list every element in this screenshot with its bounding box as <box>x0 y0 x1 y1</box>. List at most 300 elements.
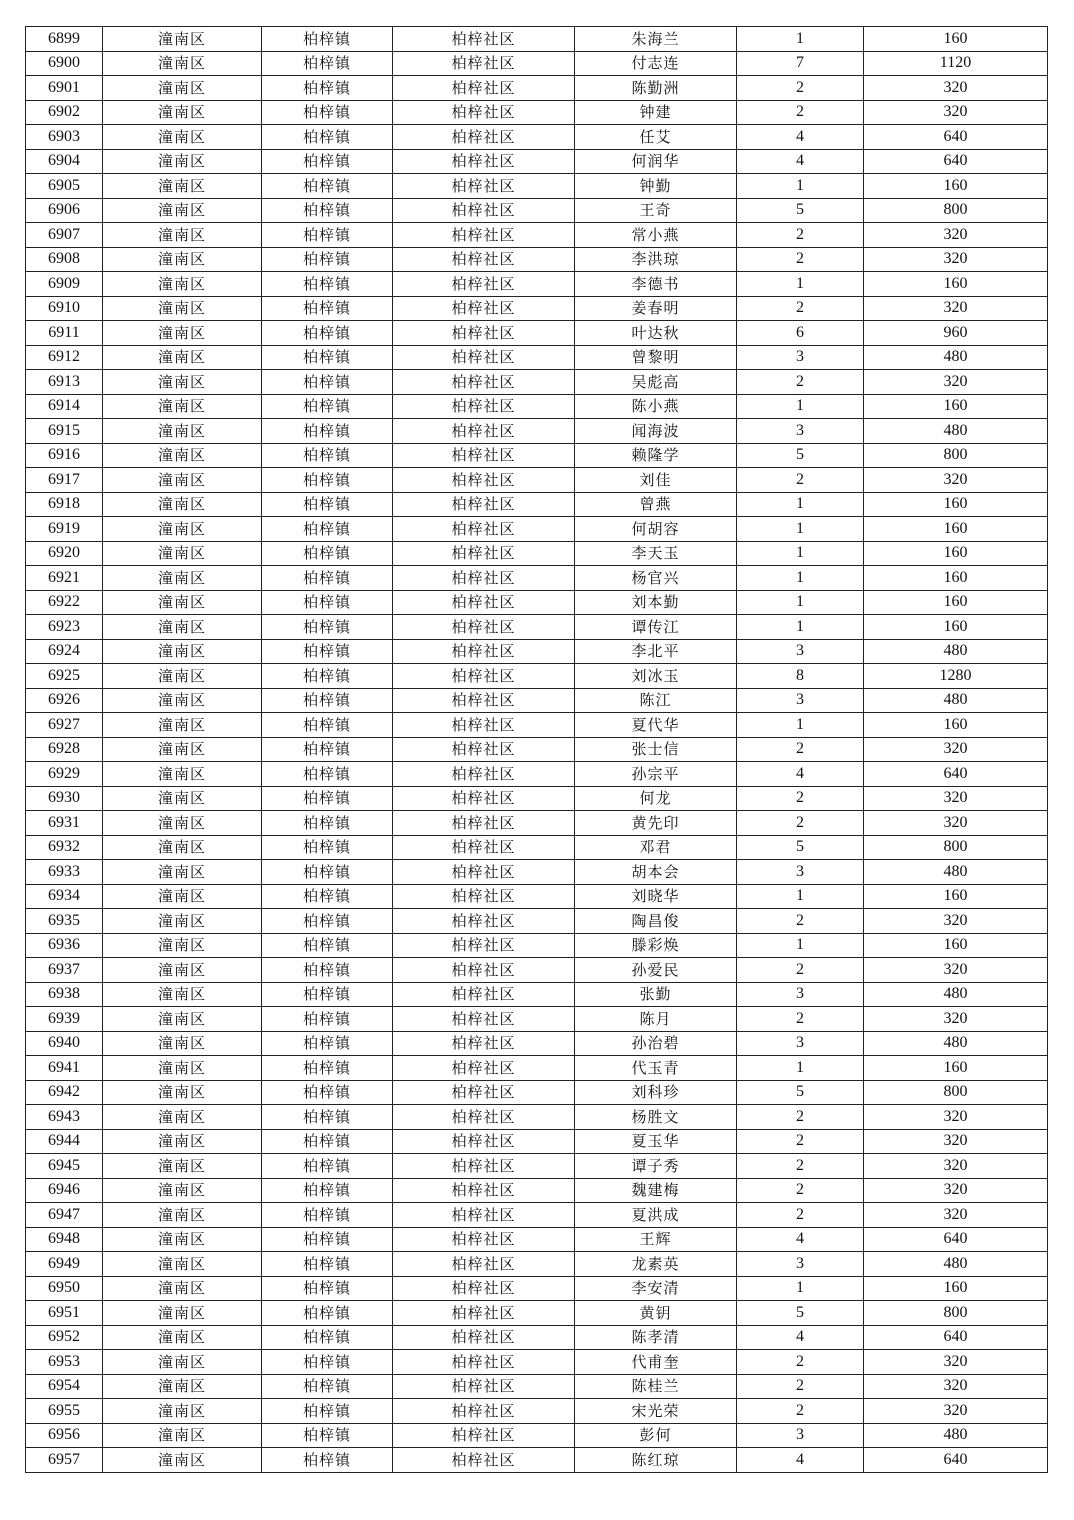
household-size-cell: 2 <box>737 1129 864 1154</box>
amount-cell: 160 <box>864 933 1048 958</box>
name-cell: 彭何 <box>575 1423 737 1448</box>
town-cell: 柏梓镇 <box>262 958 393 983</box>
amount-cell: 640 <box>864 1325 1048 1350</box>
community-cell: 柏梓社区 <box>393 860 575 885</box>
serial-number-cell: 6931 <box>26 811 103 836</box>
serial-number-cell: 6939 <box>26 1007 103 1032</box>
household-size-cell: 2 <box>737 1350 864 1375</box>
name-cell: 吴彪高 <box>575 370 737 395</box>
name-cell: 姜春明 <box>575 296 737 321</box>
town-cell: 柏梓镇 <box>262 51 393 76</box>
name-cell: 黄先印 <box>575 811 737 836</box>
table-row <box>26 1423 1048 1448</box>
table-row <box>26 1325 1048 1350</box>
household-size-cell: 2 <box>737 909 864 934</box>
serial-number-cell: 6955 <box>26 1399 103 1424</box>
amount-cell: 480 <box>864 982 1048 1007</box>
amount-cell: 320 <box>864 1374 1048 1399</box>
district-cell: 潼南区 <box>103 1227 262 1252</box>
district-cell: 潼南区 <box>103 100 262 125</box>
community-cell: 柏梓社区 <box>393 174 575 199</box>
household-size-cell: 3 <box>737 1031 864 1056</box>
serial-number-cell: 6947 <box>26 1203 103 1228</box>
name-cell: 杨官兴 <box>575 566 737 591</box>
amount-cell: 320 <box>864 1154 1048 1179</box>
community-cell: 柏梓社区 <box>393 1056 575 1081</box>
town-cell: 柏梓镇 <box>262 884 393 909</box>
district-cell: 潼南区 <box>103 1178 262 1203</box>
serial-number-cell: 6927 <box>26 713 103 738</box>
household-size-cell: 5 <box>737 443 864 468</box>
town-cell: 柏梓镇 <box>262 982 393 1007</box>
amount-cell: 1280 <box>864 664 1048 689</box>
district-cell: 潼南区 <box>103 223 262 248</box>
district-cell: 潼南区 <box>103 860 262 885</box>
district-cell: 潼南区 <box>103 1129 262 1154</box>
town-cell: 柏梓镇 <box>262 811 393 836</box>
name-cell: 王辉 <box>575 1227 737 1252</box>
table-row <box>26 786 1048 811</box>
town-cell: 柏梓镇 <box>262 1350 393 1375</box>
household-size-cell: 1 <box>737 174 864 199</box>
table-row <box>26 345 1048 370</box>
town-cell: 柏梓镇 <box>262 590 393 615</box>
serial-number-cell: 6946 <box>26 1178 103 1203</box>
table-row <box>26 394 1048 419</box>
household-size-cell: 1 <box>737 27 864 52</box>
name-cell: 何润华 <box>575 149 737 174</box>
community-cell: 柏梓社区 <box>393 468 575 493</box>
serial-number-cell: 6902 <box>26 100 103 125</box>
table-row <box>26 1031 1048 1056</box>
table-row <box>26 884 1048 909</box>
district-cell: 潼南区 <box>103 958 262 983</box>
amount-cell: 320 <box>864 737 1048 762</box>
community-cell: 柏梓社区 <box>393 1105 575 1130</box>
household-size-cell: 1 <box>737 566 864 591</box>
name-cell: 陈勤洲 <box>575 76 737 101</box>
town-cell: 柏梓镇 <box>262 1031 393 1056</box>
amount-cell: 320 <box>864 1129 1048 1154</box>
district-cell: 潼南区 <box>103 443 262 468</box>
town-cell: 柏梓镇 <box>262 1129 393 1154</box>
district-cell: 潼南区 <box>103 1080 262 1105</box>
household-size-cell: 1 <box>737 615 864 640</box>
town-cell: 柏梓镇 <box>262 321 393 346</box>
table-row <box>26 958 1048 983</box>
table-row <box>26 1448 1048 1473</box>
serial-number-cell: 6919 <box>26 517 103 542</box>
district-cell: 潼南区 <box>103 468 262 493</box>
table-row <box>26 1056 1048 1081</box>
amount-cell: 320 <box>864 1178 1048 1203</box>
town-cell: 柏梓镇 <box>262 835 393 860</box>
serial-number-cell: 6948 <box>26 1227 103 1252</box>
serial-number-cell: 6921 <box>26 566 103 591</box>
district-cell: 潼南区 <box>103 884 262 909</box>
name-cell: 谭传江 <box>575 615 737 640</box>
serial-number-cell: 6911 <box>26 321 103 346</box>
amount-cell: 800 <box>864 1301 1048 1326</box>
community-cell: 柏梓社区 <box>393 198 575 223</box>
amount-cell: 320 <box>864 1105 1048 1130</box>
table-row <box>26 1203 1048 1228</box>
town-cell: 柏梓镇 <box>262 1056 393 1081</box>
table-row <box>26 639 1048 664</box>
community-cell: 柏梓社区 <box>393 100 575 125</box>
community-cell: 柏梓社区 <box>393 590 575 615</box>
amount-cell: 640 <box>864 125 1048 150</box>
district-cell: 潼南区 <box>103 1154 262 1179</box>
table-row <box>26 566 1048 591</box>
table-row <box>26 737 1048 762</box>
name-cell: 陈月 <box>575 1007 737 1032</box>
community-cell: 柏梓社区 <box>393 688 575 713</box>
town-cell: 柏梓镇 <box>262 664 393 689</box>
community-cell: 柏梓社区 <box>393 321 575 346</box>
household-size-cell: 2 <box>737 737 864 762</box>
amount-cell: 960 <box>864 321 1048 346</box>
town-cell: 柏梓镇 <box>262 419 393 444</box>
district-cell: 潼南区 <box>103 321 262 346</box>
name-cell: 滕彩焕 <box>575 933 737 958</box>
name-cell: 钟建 <box>575 100 737 125</box>
amount-cell: 480 <box>864 1423 1048 1448</box>
serial-number-cell: 6957 <box>26 1448 103 1473</box>
name-cell: 李安清 <box>575 1276 737 1301</box>
community-cell: 柏梓社区 <box>393 272 575 297</box>
district-cell: 潼南区 <box>103 394 262 419</box>
household-size-cell: 5 <box>737 198 864 223</box>
household-size-cell: 2 <box>737 1399 864 1424</box>
name-cell: 刘晓华 <box>575 884 737 909</box>
amount-cell: 320 <box>864 1203 1048 1228</box>
town-cell: 柏梓镇 <box>262 541 393 566</box>
household-size-cell: 6 <box>737 321 864 346</box>
district-cell: 潼南区 <box>103 615 262 640</box>
community-cell: 柏梓社区 <box>393 443 575 468</box>
table-row <box>26 664 1048 689</box>
name-cell: 刘本勤 <box>575 590 737 615</box>
table-row <box>26 492 1048 517</box>
serial-number-cell: 6913 <box>26 370 103 395</box>
serial-number-cell: 6903 <box>26 125 103 150</box>
serial-number-cell: 6950 <box>26 1276 103 1301</box>
district-cell: 潼南区 <box>103 737 262 762</box>
table-row <box>26 1154 1048 1179</box>
community-cell: 柏梓社区 <box>393 664 575 689</box>
amount-cell: 640 <box>864 149 1048 174</box>
name-cell: 代甫奎 <box>575 1350 737 1375</box>
household-size-cell: 1 <box>737 884 864 909</box>
community-cell: 柏梓社区 <box>393 566 575 591</box>
name-cell: 王奇 <box>575 198 737 223</box>
town-cell: 柏梓镇 <box>262 1227 393 1252</box>
community-cell: 柏梓社区 <box>393 1448 575 1473</box>
serial-number-cell: 6912 <box>26 345 103 370</box>
serial-number-cell: 6951 <box>26 1301 103 1326</box>
table-row <box>26 419 1048 444</box>
amount-cell: 480 <box>864 419 1048 444</box>
town-cell: 柏梓镇 <box>262 1007 393 1032</box>
community-cell: 柏梓社区 <box>393 1203 575 1228</box>
serial-number-cell: 6923 <box>26 615 103 640</box>
serial-number-cell: 6936 <box>26 933 103 958</box>
name-cell: 刘佳 <box>575 468 737 493</box>
town-cell: 柏梓镇 <box>262 247 393 272</box>
community-cell: 柏梓社区 <box>393 762 575 787</box>
amount-cell: 320 <box>864 76 1048 101</box>
amount-cell: 320 <box>864 1350 1048 1375</box>
district-cell: 潼南区 <box>103 1105 262 1130</box>
community-cell: 柏梓社区 <box>393 1276 575 1301</box>
amount-cell: 640 <box>864 1227 1048 1252</box>
district-cell: 潼南区 <box>103 1276 262 1301</box>
household-size-cell: 3 <box>737 982 864 1007</box>
district-cell: 潼南区 <box>103 198 262 223</box>
household-size-cell: 1 <box>737 394 864 419</box>
amount-cell: 320 <box>864 100 1048 125</box>
table-row <box>26 688 1048 713</box>
table-row <box>26 1007 1048 1032</box>
table-row <box>26 468 1048 493</box>
name-cell: 夏代华 <box>575 713 737 738</box>
town-cell: 柏梓镇 <box>262 1448 393 1473</box>
district-cell: 潼南区 <box>103 51 262 76</box>
household-size-cell: 4 <box>737 1448 864 1473</box>
serial-number-cell: 6906 <box>26 198 103 223</box>
name-cell: 赖隆学 <box>575 443 737 468</box>
table-row <box>26 370 1048 395</box>
district-cell: 潼南区 <box>103 811 262 836</box>
district-cell: 潼南区 <box>103 1301 262 1326</box>
table-row <box>26 811 1048 836</box>
table-row <box>26 27 1048 52</box>
community-cell: 柏梓社区 <box>393 713 575 738</box>
household-size-cell: 1 <box>737 492 864 517</box>
household-size-cell: 1 <box>737 541 864 566</box>
town-cell: 柏梓镇 <box>262 100 393 125</box>
amount-cell: 160 <box>864 492 1048 517</box>
amount-cell: 320 <box>864 370 1048 395</box>
town-cell: 柏梓镇 <box>262 223 393 248</box>
serial-number-cell: 6945 <box>26 1154 103 1179</box>
household-size-cell: 3 <box>737 688 864 713</box>
district-cell: 潼南区 <box>103 419 262 444</box>
town-cell: 柏梓镇 <box>262 517 393 542</box>
town-cell: 柏梓镇 <box>262 76 393 101</box>
amount-cell: 160 <box>864 272 1048 297</box>
community-cell: 柏梓社区 <box>393 909 575 934</box>
household-size-cell: 3 <box>737 419 864 444</box>
town-cell: 柏梓镇 <box>262 713 393 738</box>
district-cell: 潼南区 <box>103 1423 262 1448</box>
household-size-cell: 1 <box>737 1276 864 1301</box>
table-row <box>26 1399 1048 1424</box>
table-row <box>26 198 1048 223</box>
serial-number-cell: 6900 <box>26 51 103 76</box>
district-cell: 潼南区 <box>103 688 262 713</box>
district-cell: 潼南区 <box>103 762 262 787</box>
serial-number-cell: 6920 <box>26 541 103 566</box>
community-cell: 柏梓社区 <box>393 1129 575 1154</box>
serial-number-cell: 6932 <box>26 835 103 860</box>
town-cell: 柏梓镇 <box>262 345 393 370</box>
town-cell: 柏梓镇 <box>262 27 393 52</box>
household-size-cell: 4 <box>737 1227 864 1252</box>
amount-cell: 160 <box>864 884 1048 909</box>
district-cell: 潼南区 <box>103 1031 262 1056</box>
serial-number-cell: 6933 <box>26 860 103 885</box>
amount-cell: 320 <box>864 811 1048 836</box>
table-row <box>26 835 1048 860</box>
town-cell: 柏梓镇 <box>262 909 393 934</box>
district-cell: 潼南区 <box>103 370 262 395</box>
table-row <box>26 713 1048 738</box>
name-cell: 陈孝清 <box>575 1325 737 1350</box>
amount-cell: 320 <box>864 1007 1048 1032</box>
town-cell: 柏梓镇 <box>262 1154 393 1179</box>
household-size-cell: 3 <box>737 860 864 885</box>
table-row <box>26 1129 1048 1154</box>
household-size-cell: 1 <box>737 933 864 958</box>
district-cell: 潼南区 <box>103 541 262 566</box>
district-cell: 潼南区 <box>103 664 262 689</box>
community-cell: 柏梓社区 <box>393 639 575 664</box>
household-size-cell: 2 <box>737 786 864 811</box>
household-size-cell: 2 <box>737 1374 864 1399</box>
district-cell: 潼南区 <box>103 786 262 811</box>
name-cell: 曾黎明 <box>575 345 737 370</box>
household-size-cell: 1 <box>737 1056 864 1081</box>
name-cell: 李天玉 <box>575 541 737 566</box>
district-cell: 潼南区 <box>103 76 262 101</box>
serial-number-cell: 6940 <box>26 1031 103 1056</box>
serial-number-cell: 6926 <box>26 688 103 713</box>
name-cell: 孙爱民 <box>575 958 737 983</box>
household-size-cell: 5 <box>737 835 864 860</box>
district-cell: 潼南区 <box>103 566 262 591</box>
amount-cell: 800 <box>864 835 1048 860</box>
table-row <box>26 100 1048 125</box>
name-cell: 谭子秀 <box>575 1154 737 1179</box>
table-row <box>26 1350 1048 1375</box>
table-row <box>26 517 1048 542</box>
table-row <box>26 76 1048 101</box>
town-cell: 柏梓镇 <box>262 468 393 493</box>
community-cell: 柏梓社区 <box>393 1423 575 1448</box>
amount-cell: 480 <box>864 860 1048 885</box>
serial-number-cell: 6937 <box>26 958 103 983</box>
town-cell: 柏梓镇 <box>262 370 393 395</box>
amount-cell: 640 <box>864 762 1048 787</box>
household-size-cell: 2 <box>737 296 864 321</box>
district-cell: 潼南区 <box>103 1252 262 1277</box>
town-cell: 柏梓镇 <box>262 1423 393 1448</box>
name-cell: 陈红琼 <box>575 1448 737 1473</box>
district-cell: 潼南区 <box>103 247 262 272</box>
name-cell: 孙治碧 <box>575 1031 737 1056</box>
serial-number-cell: 6910 <box>26 296 103 321</box>
town-cell: 柏梓镇 <box>262 639 393 664</box>
town-cell: 柏梓镇 <box>262 149 393 174</box>
community-cell: 柏梓社区 <box>393 737 575 762</box>
amount-cell: 480 <box>864 639 1048 664</box>
district-cell: 潼南区 <box>103 149 262 174</box>
amount-cell: 160 <box>864 615 1048 640</box>
table-row <box>26 1080 1048 1105</box>
amount-cell: 160 <box>864 174 1048 199</box>
community-cell: 柏梓社区 <box>393 1350 575 1375</box>
name-cell: 孙宗平 <box>575 762 737 787</box>
community-cell: 柏梓社区 <box>393 1007 575 1032</box>
name-cell: 张勤 <box>575 982 737 1007</box>
name-cell: 陈小燕 <box>575 394 737 419</box>
community-cell: 柏梓社区 <box>393 958 575 983</box>
name-cell: 曾燕 <box>575 492 737 517</box>
town-cell: 柏梓镇 <box>262 688 393 713</box>
table-row <box>26 909 1048 934</box>
name-cell: 付志连 <box>575 51 737 76</box>
name-cell: 宋光荣 <box>575 1399 737 1424</box>
town-cell: 柏梓镇 <box>262 296 393 321</box>
district-cell: 潼南区 <box>103 639 262 664</box>
table-row <box>26 223 1048 248</box>
community-cell: 柏梓社区 <box>393 517 575 542</box>
district-cell: 潼南区 <box>103 1399 262 1424</box>
household-size-cell: 2 <box>737 1203 864 1228</box>
town-cell: 柏梓镇 <box>262 1325 393 1350</box>
amount-cell: 320 <box>864 958 1048 983</box>
community-cell: 柏梓社区 <box>393 149 575 174</box>
serial-number-cell: 6935 <box>26 909 103 934</box>
table-row <box>26 1252 1048 1277</box>
amount-cell: 480 <box>864 688 1048 713</box>
table-row <box>26 272 1048 297</box>
amount-cell: 320 <box>864 786 1048 811</box>
town-cell: 柏梓镇 <box>262 198 393 223</box>
amount-cell: 1120 <box>864 51 1048 76</box>
table-row <box>26 541 1048 566</box>
name-cell: 李洪琼 <box>575 247 737 272</box>
name-cell: 张士信 <box>575 737 737 762</box>
amount-cell: 160 <box>864 1276 1048 1301</box>
serial-number-cell: 6905 <box>26 174 103 199</box>
name-cell: 何龙 <box>575 786 737 811</box>
household-size-cell: 2 <box>737 247 864 272</box>
household-size-cell: 4 <box>737 125 864 150</box>
name-cell: 魏建梅 <box>575 1178 737 1203</box>
serial-number-cell: 6930 <box>26 786 103 811</box>
household-size-cell: 8 <box>737 664 864 689</box>
household-size-cell: 3 <box>737 1252 864 1277</box>
amount-cell: 320 <box>864 247 1048 272</box>
town-cell: 柏梓镇 <box>262 1399 393 1424</box>
table-row <box>26 51 1048 76</box>
household-size-cell: 2 <box>737 1105 864 1130</box>
serial-number-cell: 6899 <box>26 27 103 52</box>
table-row <box>26 174 1048 199</box>
town-cell: 柏梓镇 <box>262 394 393 419</box>
table-row <box>26 933 1048 958</box>
serial-number-cell: 6952 <box>26 1325 103 1350</box>
household-size-cell: 4 <box>737 149 864 174</box>
serial-number-cell: 6914 <box>26 394 103 419</box>
district-cell: 潼南区 <box>103 517 262 542</box>
town-cell: 柏梓镇 <box>262 860 393 885</box>
name-cell: 刘冰玉 <box>575 664 737 689</box>
town-cell: 柏梓镇 <box>262 492 393 517</box>
